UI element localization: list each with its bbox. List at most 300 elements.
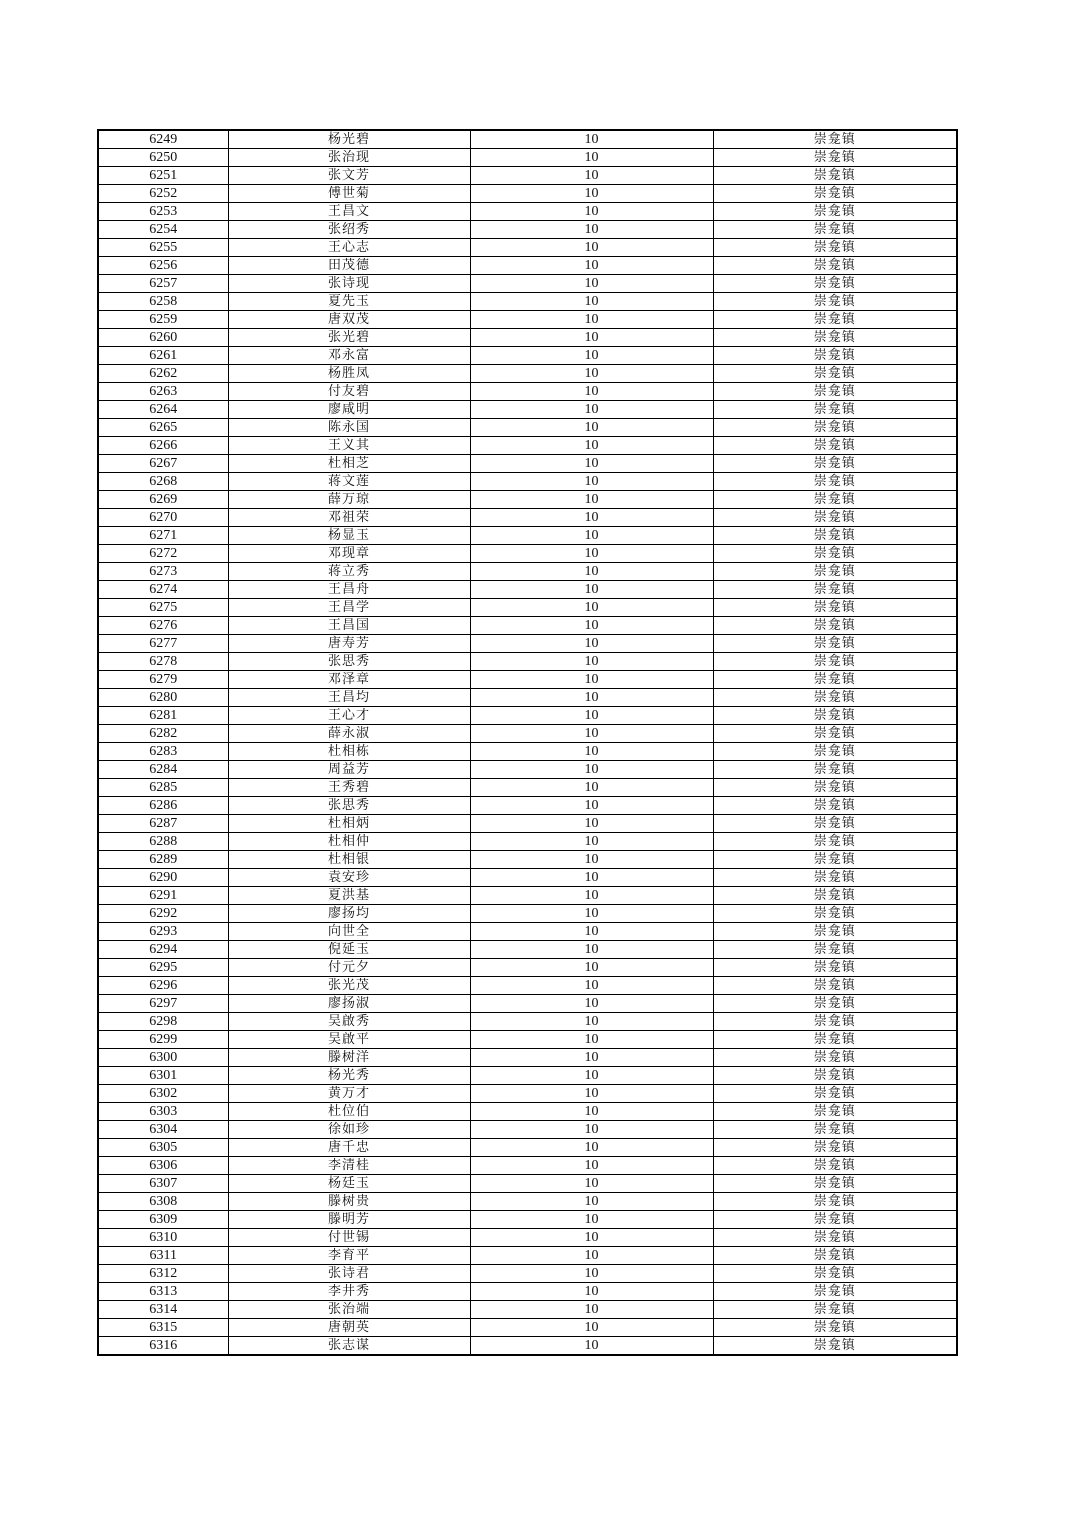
row-amount-cell: 10 [470,1319,713,1337]
row-amount-cell: 10 [470,905,713,923]
row-town-cell: 崇龛镇 [713,437,957,455]
row-id-cell: 6281 [98,707,228,725]
row-id-cell: 6295 [98,959,228,977]
row-town-cell: 崇龛镇 [713,527,957,545]
row-name-cell: 王昌舟 [228,581,470,599]
row-id-cell: 6284 [98,761,228,779]
row-id-cell: 6305 [98,1139,228,1157]
row-id-cell: 6311 [98,1247,228,1265]
row-id-cell: 6307 [98,1175,228,1193]
row-town-cell: 崇龛镇 [713,401,957,419]
table-row [98,1103,957,1121]
table-row [98,671,957,689]
row-name-cell: 付元夕 [228,959,470,977]
row-amount-cell: 10 [470,239,713,257]
row-name-cell: 张诗君 [228,1265,470,1283]
row-town-cell: 崇龛镇 [713,869,957,887]
table-row [98,167,957,185]
row-id-cell: 6250 [98,149,228,167]
row-name-cell: 吴啟秀 [228,1013,470,1031]
row-id-cell: 6300 [98,1049,228,1067]
table-row [98,887,957,905]
table-row [98,1211,957,1229]
table-row [98,185,957,203]
row-amount-cell: 10 [470,311,713,329]
table-row [98,257,957,275]
row-id-cell: 6286 [98,797,228,815]
row-name-cell: 李育平 [228,1247,470,1265]
row-town-cell: 崇龛镇 [713,653,957,671]
row-name-cell: 张诗现 [228,275,470,293]
table-row [98,1121,957,1139]
row-amount-cell: 10 [470,1121,713,1139]
table-row [98,581,957,599]
row-name-cell: 傅世菊 [228,185,470,203]
row-name-cell: 薛万琼 [228,491,470,509]
row-town-cell: 崇龛镇 [713,1301,957,1319]
row-amount-cell: 10 [470,275,713,293]
row-amount-cell: 10 [470,473,713,491]
row-amount-cell: 10 [470,617,713,635]
row-amount-cell: 10 [470,545,713,563]
row-town-cell: 崇龛镇 [713,689,957,707]
table-row [98,797,957,815]
table-row [98,545,957,563]
row-amount-cell: 10 [470,527,713,545]
table-row [98,1283,957,1301]
row-amount-cell: 10 [470,1283,713,1301]
row-amount-cell: 10 [470,923,713,941]
row-id-cell: 6308 [98,1193,228,1211]
row-town-cell: 崇龛镇 [713,1265,957,1283]
row-town-cell: 崇龛镇 [713,959,957,977]
table-row [98,653,957,671]
row-id-cell: 6293 [98,923,228,941]
row-id-cell: 6265 [98,419,228,437]
table-row [98,347,957,365]
row-name-cell: 王心才 [228,707,470,725]
row-name-cell: 陈永国 [228,419,470,437]
row-id-cell: 6309 [98,1211,228,1229]
row-town-cell: 崇龛镇 [713,581,957,599]
row-id-cell: 6272 [98,545,228,563]
table-row [98,401,957,419]
row-amount-cell: 10 [470,689,713,707]
row-id-cell: 6277 [98,635,228,653]
row-amount-cell: 10 [470,563,713,581]
row-amount-cell: 10 [470,815,713,833]
row-town-cell: 崇龛镇 [713,1085,957,1103]
row-town-cell: 崇龛镇 [713,1049,957,1067]
row-name-cell: 王心志 [228,239,470,257]
row-amount-cell: 10 [470,725,713,743]
table-row [98,1013,957,1031]
table-row [98,329,957,347]
table-row [98,743,957,761]
row-name-cell: 李清桂 [228,1157,470,1175]
row-id-cell: 6251 [98,167,228,185]
row-town-cell: 崇龛镇 [713,995,957,1013]
row-name-cell: 张志谋 [228,1337,470,1356]
row-name-cell: 唐寿芳 [228,635,470,653]
row-id-cell: 6310 [98,1229,228,1247]
table-row [98,419,957,437]
row-amount-cell: 10 [470,995,713,1013]
row-id-cell: 6301 [98,1067,228,1085]
row-name-cell: 付友碧 [228,383,470,401]
row-town-cell: 崇龛镇 [713,167,957,185]
row-id-cell: 6273 [98,563,228,581]
row-id-cell: 6263 [98,383,228,401]
row-id-cell: 6313 [98,1283,228,1301]
roster-table-body [98,130,957,1355]
row-name-cell: 杨显玉 [228,527,470,545]
row-town-cell: 崇龛镇 [713,257,957,275]
row-amount-cell: 10 [470,671,713,689]
table-row [98,221,957,239]
row-town-cell: 崇龛镇 [713,1121,957,1139]
table-row [98,1301,957,1319]
row-town-cell: 崇龛镇 [713,797,957,815]
row-name-cell: 杜相仲 [228,833,470,851]
row-amount-cell: 10 [470,1013,713,1031]
row-name-cell: 张光茂 [228,977,470,995]
row-town-cell: 崇龛镇 [713,1103,957,1121]
row-name-cell: 廖扬均 [228,905,470,923]
table-row [98,455,957,473]
row-id-cell: 6249 [98,130,228,149]
row-name-cell: 张光碧 [228,329,470,347]
table-row [98,365,957,383]
table-row [98,725,957,743]
row-id-cell: 6260 [98,329,228,347]
table-row [98,527,957,545]
row-amount-cell: 10 [470,185,713,203]
table-row [98,239,957,257]
table-row [98,689,957,707]
roster-table [97,129,958,1356]
row-amount-cell: 10 [470,869,713,887]
row-amount-cell: 10 [470,365,713,383]
table-row [98,617,957,635]
row-amount-cell: 10 [470,1229,713,1247]
table-row [98,1157,957,1175]
row-name-cell: 邓现章 [228,545,470,563]
row-amount-cell: 10 [470,779,713,797]
row-amount-cell: 10 [470,1265,713,1283]
row-name-cell: 徐如珍 [228,1121,470,1139]
table-row [98,1175,957,1193]
row-id-cell: 6282 [98,725,228,743]
row-amount-cell: 10 [470,887,713,905]
row-town-cell: 崇龛镇 [713,851,957,869]
row-id-cell: 6279 [98,671,228,689]
row-amount-cell: 10 [470,491,713,509]
table-row [98,563,957,581]
row-town-cell: 崇龛镇 [713,203,957,221]
row-id-cell: 6294 [98,941,228,959]
table-row [98,851,957,869]
row-amount-cell: 10 [470,257,713,275]
table-row [98,869,957,887]
row-amount-cell: 10 [470,347,713,365]
row-name-cell: 王昌学 [228,599,470,617]
row-town-cell: 崇龛镇 [713,545,957,563]
row-name-cell: 滕树洋 [228,1049,470,1067]
row-id-cell: 6283 [98,743,228,761]
table-row [98,473,957,491]
row-id-cell: 6314 [98,1301,228,1319]
row-amount-cell: 10 [470,401,713,419]
row-amount-cell: 10 [470,221,713,239]
row-amount-cell: 10 [470,707,713,725]
row-amount-cell: 10 [470,329,713,347]
row-id-cell: 6296 [98,977,228,995]
row-amount-cell: 10 [470,743,713,761]
row-town-cell: 崇龛镇 [713,707,957,725]
table-row [98,815,957,833]
table-row [98,1229,957,1247]
table-row [98,995,957,1013]
row-id-cell: 6306 [98,1157,228,1175]
row-name-cell: 杜相银 [228,851,470,869]
row-town-cell: 崇龛镇 [713,815,957,833]
row-id-cell: 6266 [98,437,228,455]
table-row [98,635,957,653]
row-id-cell: 6257 [98,275,228,293]
row-name-cell: 向世全 [228,923,470,941]
table-row [98,941,957,959]
row-name-cell: 廖咸明 [228,401,470,419]
row-id-cell: 6268 [98,473,228,491]
row-name-cell: 付世锡 [228,1229,470,1247]
table-row [98,383,957,401]
row-amount-cell: 10 [470,797,713,815]
row-name-cell: 王昌国 [228,617,470,635]
row-town-cell: 崇龛镇 [713,275,957,293]
row-id-cell: 6289 [98,851,228,869]
row-name-cell: 邓永富 [228,347,470,365]
row-town-cell: 崇龛镇 [713,185,957,203]
row-amount-cell: 10 [470,833,713,851]
row-name-cell: 杜相芝 [228,455,470,473]
row-id-cell: 6258 [98,293,228,311]
row-id-cell: 6269 [98,491,228,509]
row-id-cell: 6290 [98,869,228,887]
row-town-cell: 崇龛镇 [713,293,957,311]
row-name-cell: 杜相炳 [228,815,470,833]
row-town-cell: 崇龛镇 [713,905,957,923]
row-amount-cell: 10 [470,851,713,869]
row-town-cell: 崇龛镇 [713,1157,957,1175]
row-amount-cell: 10 [470,203,713,221]
row-town-cell: 崇龛镇 [713,977,957,995]
row-town-cell: 崇龛镇 [713,311,957,329]
row-town-cell: 崇龛镇 [713,455,957,473]
row-town-cell: 崇龛镇 [713,509,957,527]
row-amount-cell: 10 [470,437,713,455]
row-town-cell: 崇龛镇 [713,833,957,851]
row-name-cell: 杨胜凤 [228,365,470,383]
row-amount-cell: 10 [470,130,713,149]
table-row [98,905,957,923]
row-id-cell: 6316 [98,1337,228,1356]
row-id-cell: 6253 [98,203,228,221]
table-row [98,1265,957,1283]
row-id-cell: 6261 [98,347,228,365]
row-amount-cell: 10 [470,599,713,617]
row-town-cell: 崇龛镇 [713,329,957,347]
row-amount-cell: 10 [470,149,713,167]
row-name-cell: 廖扬淑 [228,995,470,1013]
row-id-cell: 6299 [98,1031,228,1049]
row-id-cell: 6259 [98,311,228,329]
row-id-cell: 6255 [98,239,228,257]
row-town-cell: 崇龛镇 [713,473,957,491]
row-id-cell: 6270 [98,509,228,527]
row-town-cell: 崇龛镇 [713,941,957,959]
table-row [98,1085,957,1103]
row-town-cell: 崇龛镇 [713,1175,957,1193]
row-amount-cell: 10 [470,1175,713,1193]
table-row [98,1067,957,1085]
row-town-cell: 崇龛镇 [713,239,957,257]
row-name-cell: 夏先玉 [228,293,470,311]
table-row [98,1247,957,1265]
row-amount-cell: 10 [470,653,713,671]
table-row [98,959,957,977]
row-name-cell: 张绍秀 [228,221,470,239]
row-name-cell: 杜位伯 [228,1103,470,1121]
row-town-cell: 崇龛镇 [713,347,957,365]
row-town-cell: 崇龛镇 [713,563,957,581]
row-id-cell: 6302 [98,1085,228,1103]
row-id-cell: 6264 [98,401,228,419]
row-id-cell: 6287 [98,815,228,833]
row-id-cell: 6274 [98,581,228,599]
table-row [98,977,957,995]
row-name-cell: 李井秀 [228,1283,470,1301]
row-town-cell: 崇龛镇 [713,923,957,941]
row-town-cell: 崇龛镇 [713,779,957,797]
row-name-cell: 袁安珍 [228,869,470,887]
row-town-cell: 崇龛镇 [713,130,957,149]
table-row [98,491,957,509]
row-amount-cell: 10 [470,1211,713,1229]
row-town-cell: 崇龛镇 [713,635,957,653]
row-id-cell: 6256 [98,257,228,275]
row-name-cell: 田茂德 [228,257,470,275]
table-row [98,779,957,797]
row-amount-cell: 10 [470,1157,713,1175]
row-amount-cell: 10 [470,1031,713,1049]
row-id-cell: 6262 [98,365,228,383]
row-town-cell: 崇龛镇 [713,419,957,437]
row-name-cell: 蒋立秀 [228,563,470,581]
row-name-cell: 王昌文 [228,203,470,221]
row-town-cell: 崇龛镇 [713,1193,957,1211]
row-id-cell: 6304 [98,1121,228,1139]
row-name-cell: 薛永淑 [228,725,470,743]
row-town-cell: 崇龛镇 [713,671,957,689]
row-town-cell: 崇龛镇 [713,149,957,167]
row-town-cell: 崇龛镇 [713,1013,957,1031]
table-row [98,599,957,617]
row-name-cell: 唐双茂 [228,311,470,329]
row-id-cell: 6285 [98,779,228,797]
row-id-cell: 6278 [98,653,228,671]
row-name-cell: 王义其 [228,437,470,455]
row-amount-cell: 10 [470,1193,713,1211]
row-id-cell: 6292 [98,905,228,923]
row-name-cell: 杨光秀 [228,1067,470,1085]
row-name-cell: 黄万才 [228,1085,470,1103]
row-town-cell: 崇龛镇 [713,491,957,509]
row-name-cell: 张思秀 [228,653,470,671]
row-id-cell: 6291 [98,887,228,905]
row-id-cell: 6280 [98,689,228,707]
row-amount-cell: 10 [470,455,713,473]
table-row [98,293,957,311]
row-amount-cell: 10 [470,635,713,653]
row-town-cell: 崇龛镇 [713,365,957,383]
row-town-cell: 崇龛镇 [713,1211,957,1229]
table-row [98,149,957,167]
row-id-cell: 6275 [98,599,228,617]
row-town-cell: 崇龛镇 [713,761,957,779]
row-town-cell: 崇龛镇 [713,599,957,617]
row-id-cell: 6254 [98,221,228,239]
row-name-cell: 张治现 [228,149,470,167]
row-id-cell: 6288 [98,833,228,851]
row-amount-cell: 10 [470,761,713,779]
table-row [98,833,957,851]
row-id-cell: 6312 [98,1265,228,1283]
table-row [98,1139,957,1157]
row-name-cell: 周益芳 [228,761,470,779]
row-town-cell: 崇龛镇 [713,1031,957,1049]
row-amount-cell: 10 [470,1139,713,1157]
row-amount-cell: 10 [470,581,713,599]
row-town-cell: 崇龛镇 [713,743,957,761]
table-row [98,1319,957,1337]
row-name-cell: 吴啟平 [228,1031,470,1049]
row-amount-cell: 10 [470,383,713,401]
row-id-cell: 6267 [98,455,228,473]
row-name-cell: 杜相栋 [228,743,470,761]
table-row [98,509,957,527]
table-row [98,437,957,455]
row-name-cell: 邓祖荣 [228,509,470,527]
table-row [98,707,957,725]
row-town-cell: 崇龛镇 [713,1229,957,1247]
row-town-cell: 崇龛镇 [713,1139,957,1157]
row-name-cell: 王秀碧 [228,779,470,797]
table-row [98,1193,957,1211]
row-town-cell: 崇龛镇 [713,1319,957,1337]
row-name-cell: 唐朝英 [228,1319,470,1337]
row-town-cell: 崇龛镇 [713,1337,957,1356]
row-amount-cell: 10 [470,1049,713,1067]
row-name-cell: 倪延玉 [228,941,470,959]
row-name-cell: 夏洪基 [228,887,470,905]
row-town-cell: 崇龛镇 [713,887,957,905]
row-name-cell: 杨廷玉 [228,1175,470,1193]
row-id-cell: 6315 [98,1319,228,1337]
row-town-cell: 崇龛镇 [713,1247,957,1265]
row-amount-cell: 10 [470,1085,713,1103]
row-id-cell: 6271 [98,527,228,545]
